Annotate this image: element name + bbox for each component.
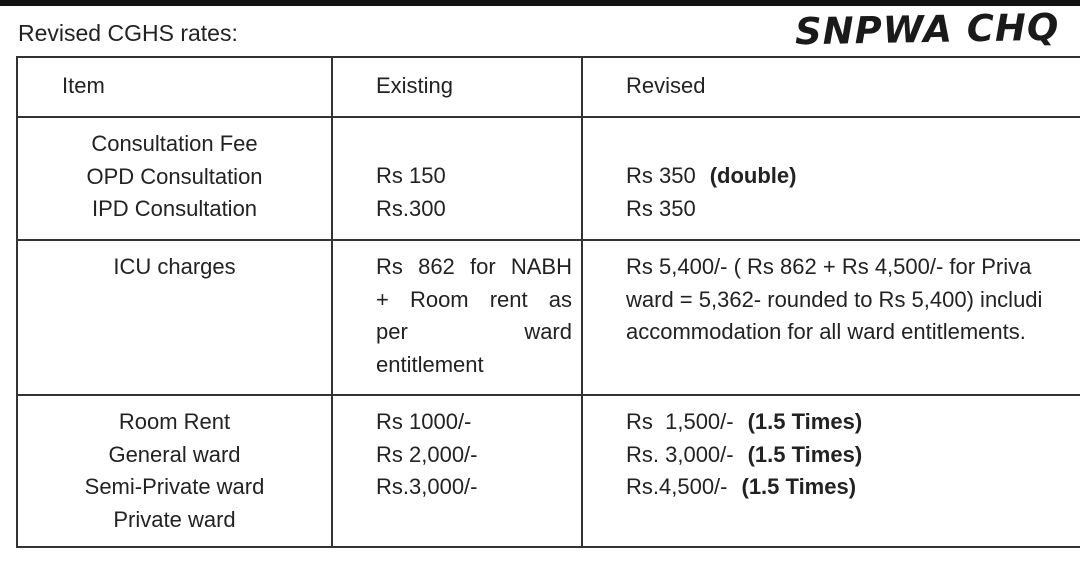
room-rent-revised-cell: [626, 406, 1080, 504]
consultation-heading: Consultation Fee: [91, 131, 258, 156]
room-rent-existing-cell: [376, 406, 572, 504]
private-ward-revised-note: (1.5 Times): [741, 474, 857, 499]
icu-existing-line-3: [376, 316, 572, 349]
icu-existing-line-4: entitlement: [376, 351, 484, 377]
column-divider: [331, 241, 333, 394]
opd-revised-amount: Rs 350: [626, 163, 696, 188]
semi-private-ward-existing: Rs 2,000/-: [376, 441, 478, 467]
general-ward-revised: [626, 406, 1080, 439]
general-ward-revised-amount: Rs 1,500/-: [626, 409, 734, 434]
top-border-bar: [0, 0, 1080, 6]
private-ward-revised: [626, 471, 1080, 504]
header-existing: [376, 70, 572, 103]
icu-item-cell: [18, 251, 331, 284]
word: Room: [409, 286, 469, 312]
ipd-revised-rate: [626, 193, 1080, 226]
semi-private-ward-revised: [626, 439, 1080, 472]
header-item-label: Item: [62, 73, 105, 98]
table-header-row: [18, 58, 1080, 118]
private-ward-label: Private ward: [113, 506, 236, 532]
general-ward-label: General ward: [108, 441, 241, 467]
icu-existing-cell: [376, 251, 572, 381]
opd-consultation-label: OPD Consultation: [86, 163, 263, 189]
table-row-icu: [18, 241, 1080, 396]
header-revised: [626, 70, 1080, 103]
document-title: Revised CGHS rates:: [18, 20, 238, 46]
word: per: [376, 319, 408, 344]
ipd-existing-rate: Rs.300: [376, 195, 446, 221]
private-ward-existing: Rs.3,000/-: [376, 474, 478, 499]
consultation-item-cell: [18, 128, 331, 226]
column-divider: [331, 58, 333, 116]
word: Rs: [376, 254, 403, 279]
icu-revised-line-3: accommodation for all ward entitlements.: [626, 319, 1026, 344]
opd-existing-rate: Rs 150: [376, 163, 446, 188]
table-row-consultation: [18, 118, 1080, 241]
semi-private-ward-revised-note: (1.5 Times): [747, 441, 863, 467]
word: +: [376, 286, 389, 312]
column-divider: [581, 118, 583, 239]
header-existing-label: Existing: [376, 73, 454, 98]
semi-private-ward-label: Semi-Private ward: [84, 474, 265, 499]
header-revised-label: Revised: [626, 73, 706, 98]
ipd-revised-amount: Rs 350: [626, 195, 696, 221]
icu-revised-line-2: ward = 5,362- rounded to Rs 5,400) includi: [626, 286, 1043, 312]
word: 862: [418, 254, 455, 279]
column-divider: [581, 241, 583, 394]
semi-private-ward-revised-amount: Rs. 3,000/-: [626, 441, 734, 467]
word: as: [548, 286, 572, 312]
header-item: [62, 70, 105, 103]
room-rent-item-cell: [18, 406, 331, 536]
room-rent-heading: Room Rent: [118, 409, 231, 434]
handwritten-watermark: SNPWA CHQ: [794, 5, 1060, 54]
word: NABH: [510, 254, 572, 279]
consultation-existing-cell: [376, 160, 572, 225]
column-divider: [331, 118, 333, 239]
word: ward: [524, 319, 572, 344]
consultation-revised-cell: [626, 160, 1080, 225]
opd-revised-rate: [626, 160, 1080, 193]
word: rent: [489, 286, 528, 312]
icu-existing-line-2: [376, 284, 572, 317]
general-ward-revised-note: (1.5 Times): [747, 409, 863, 434]
column-divider: [581, 396, 583, 548]
ipd-consultation-label: IPD Consultation: [91, 196, 258, 221]
table-row-room-rent: [18, 396, 1080, 548]
column-divider: [331, 396, 333, 548]
icu-revised-line-1: Rs 5,400/- ( Rs 862 + Rs 4,500/- for Priva: [626, 254, 1032, 279]
word: for: [469, 254, 496, 279]
icu-charges-label: ICU charges: [113, 254, 236, 279]
icu-existing-line-1: [376, 251, 572, 284]
opd-revised-note: (double): [709, 163, 797, 188]
private-ward-revised-amount: Rs.4,500/-: [626, 474, 728, 499]
icu-revised-cell: [626, 251, 1080, 349]
general-ward-existing: Rs 1000/-: [376, 409, 472, 434]
column-divider: [581, 58, 583, 116]
cghs-rates-table: [16, 56, 1080, 548]
